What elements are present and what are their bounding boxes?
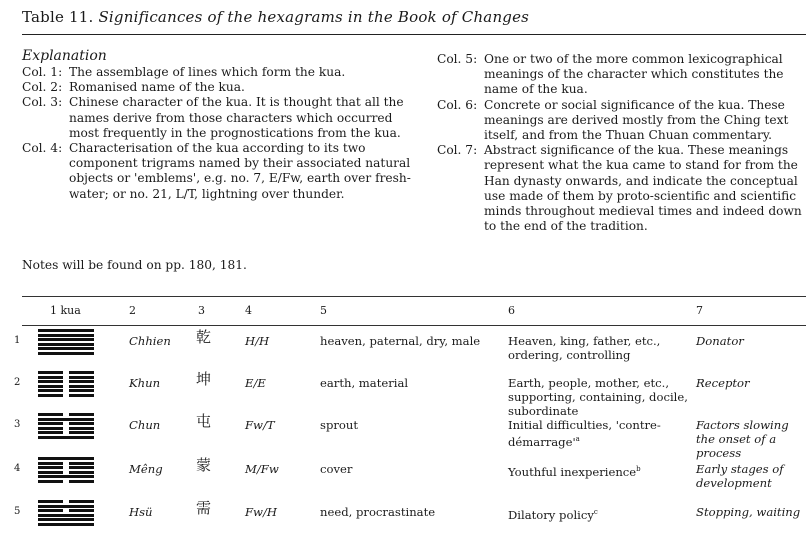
concrete-text: Heaven, king, father, etc., ordering, controlling (508, 334, 661, 362)
explanation-col-label: Col. 4: (22, 141, 63, 156)
yin-segment (69, 413, 94, 416)
yang-line (38, 518, 94, 521)
yin-segment (69, 422, 94, 425)
yin-segment (69, 389, 94, 392)
header-col-7: 7 (696, 304, 703, 317)
lexical-meaning: earth, material (320, 376, 409, 390)
chinese-character: 坤 (196, 370, 212, 388)
yin-line (38, 480, 94, 483)
hexagram-figure (38, 500, 94, 527)
lexical-meaning: need, procrastinate (320, 505, 436, 519)
yang-line (38, 505, 94, 508)
explanation-col-label: Col. 6: (437, 97, 478, 112)
yang-segment (38, 518, 94, 521)
yin-segment (38, 466, 63, 469)
yin-segment (69, 466, 94, 469)
yin-segment (38, 509, 63, 512)
yin-segment (38, 389, 63, 392)
yin-segment (38, 380, 63, 383)
yin-line (38, 413, 94, 416)
yin-line (38, 389, 94, 392)
yang-line (38, 514, 94, 517)
hexagram-figure (38, 371, 94, 398)
yang-line (38, 523, 94, 526)
yin-line (38, 431, 94, 434)
yang-line (38, 352, 94, 355)
title-rule (22, 34, 806, 35)
row-number: 5 (14, 506, 21, 517)
title-prefix: Table 11. (22, 8, 94, 26)
yin-segment (38, 422, 63, 425)
yang-segment (38, 418, 94, 421)
yin-line (38, 385, 94, 388)
trigram-emblems: Fw/T (245, 418, 275, 432)
yang-line (38, 347, 94, 350)
yin-segment (69, 427, 94, 430)
explanation-col-text: Romanised name of the kua. (69, 80, 245, 95)
yin-segment (38, 385, 63, 388)
yin-line (38, 376, 94, 379)
table-row (0, 499, 806, 545)
concrete-significance (508, 505, 688, 522)
romanised-name: Hsü (129, 505, 153, 519)
explanation-right (437, 52, 803, 234)
yang-segment (38, 505, 94, 508)
abstract-significance: Stopping, waiting (696, 505, 801, 519)
abstract-significance: Early stages of development (696, 462, 784, 490)
chinese-character: 屯 (196, 412, 212, 430)
yin-segment (38, 462, 63, 465)
romanised-name: Chun (129, 418, 161, 432)
yang-segment (38, 436, 94, 439)
explanation-entry (22, 141, 417, 202)
yang-segment (38, 329, 94, 332)
yin-line (38, 427, 94, 430)
notes-line: Notes will be found on pp. 180, 181. (22, 258, 247, 272)
yang-segment (38, 338, 94, 341)
yang-line (38, 329, 94, 332)
romanised-name: Mêng (129, 462, 163, 476)
yin-segment (69, 471, 94, 474)
table-row (0, 328, 806, 374)
explanation-entry (22, 65, 417, 80)
yang-segment (38, 523, 94, 526)
concrete-significance (508, 418, 688, 449)
yin-segment (69, 376, 94, 379)
concrete-significance (508, 334, 688, 362)
yang-segment (38, 347, 94, 350)
yin-segment (38, 480, 63, 483)
lexical-meaning: heaven, paternal, dry, male (320, 334, 481, 348)
romanised-name: Khun (129, 376, 161, 390)
row-number: 4 (14, 463, 21, 474)
explanation-col-label: Col. 1: (22, 65, 63, 79)
explanation-left (22, 48, 417, 202)
abstract-significance: Donator (696, 334, 744, 348)
lexical-meaning: cover (320, 462, 353, 476)
yin-segment (69, 509, 94, 512)
chinese-character: 需 (196, 499, 212, 517)
explanation-col-label: Col. 2: (22, 80, 63, 95)
yin-segment (38, 471, 63, 474)
yin-line (38, 371, 94, 374)
explanation-col-text: Chinese character of the kua. It is thought that all the names derive from those characters which occurred most frequently in the prognostications from the kua. (69, 95, 404, 140)
yin-line (38, 509, 94, 512)
header-col-4: 4 (245, 304, 252, 317)
concrete-text: Earth, people, mother, etc., supporting, containing, docile, subordinate (508, 376, 688, 418)
concrete-text: Youthful inexperience (508, 464, 637, 479)
explanation-col-text: The assemblage of lines which form the kua. (69, 65, 346, 79)
yin-line (38, 471, 94, 474)
explanation-col-label: Col. 3: (22, 95, 63, 110)
concrete-text: Initial difficulties, 'contre-démarrage' (508, 418, 661, 449)
yin-segment (38, 413, 63, 416)
header-col-1: 1 kua (50, 304, 81, 317)
yin-segment (38, 427, 63, 430)
concrete-significance (508, 462, 688, 479)
header-col-2: 2 (129, 304, 136, 317)
yang-segment (38, 352, 94, 355)
yin-segment (38, 371, 63, 374)
chinese-character: 蒙 (196, 456, 212, 474)
title-text: Significances of the hexagrams in the Book of Changes (98, 8, 530, 26)
yang-line (38, 436, 94, 439)
footnote-marker: b (636, 465, 641, 473)
hexagram-figure (38, 413, 94, 440)
abstract-significance: Factors slowing the onset of a process (696, 418, 789, 460)
explanation-col-label: Col. 5: (437, 52, 478, 66)
hexagram-figure (38, 329, 94, 356)
yang-line (38, 475, 94, 478)
yin-line (38, 466, 94, 469)
explanation-heading: Explanation (22, 48, 107, 64)
trigram-emblems: H/H (245, 334, 270, 348)
explanation-col-label: Col. 7: (437, 143, 478, 158)
yin-line (38, 462, 94, 465)
yin-segment (38, 376, 63, 379)
yin-segment (69, 462, 94, 465)
yang-line (38, 457, 94, 460)
row-number: 3 (14, 419, 21, 430)
yin-segment (69, 480, 94, 483)
yin-segment (69, 431, 94, 434)
yang-line (38, 338, 94, 341)
concrete-significance (508, 376, 688, 418)
explanation-entry (22, 80, 417, 95)
yin-segment (38, 431, 63, 434)
concrete-text: Dilatory policy (508, 507, 594, 522)
explanation-col-text: Concrete or social significance of the kua. These meanings are derived mostly from the Ching text itself, and from the Thuan Chuan commentary. (484, 97, 789, 143)
explanation-col-text: Characterisation of the kua according to its two component trigrams named by their associated natural objects or 'emblems', e.g. no. 7, E/Fw, earth over fresh-water; or no. 21, L/T, lightning over thunder. (69, 141, 411, 201)
header-col-6: 6 (508, 304, 515, 317)
abstract-significance: Receptor (696, 376, 750, 390)
explanation-col-text: Abstract significance of the kua. These meanings represent what the kua came to stand for from the Han dynasty onwards, and indicate the conceptual use made of them by proto-scientific and scientific minds throughout medieval times and indeed down to the end of the tradition. (484, 143, 802, 234)
footnote-marker: a (575, 435, 580, 443)
trigram-emblems: Fw/H (245, 505, 277, 519)
yin-line (38, 422, 94, 425)
yin-segment (38, 500, 63, 503)
explanation-entry (437, 143, 803, 234)
yang-segment (38, 475, 94, 478)
yin-segment (69, 385, 94, 388)
trigram-emblems: M/Fw (245, 462, 279, 476)
lexical-meaning: sprout (320, 418, 359, 432)
yang-segment (38, 334, 94, 337)
header-col-5: 5 (320, 304, 327, 317)
yin-line (38, 380, 94, 383)
explanation-entry (437, 52, 803, 98)
yin-segment (69, 371, 94, 374)
yin-segment (38, 394, 63, 397)
yin-segment (69, 394, 94, 397)
yang-segment (38, 457, 94, 460)
yang-segment (38, 343, 94, 346)
romanised-name: Chhien (129, 334, 171, 348)
page-title (22, 8, 529, 26)
row-number: 1 (14, 335, 21, 346)
table-rule-header (22, 325, 806, 326)
yang-line (38, 418, 94, 421)
row-number: 2 (14, 377, 21, 388)
table-row (0, 370, 806, 418)
header-col-3: 3 (198, 304, 205, 317)
explanation-col-text: One or two of the more common lexicographical meanings of the character which constitutes the name of the kua. (484, 52, 784, 97)
footnote-marker: c (593, 508, 598, 516)
yang-line (38, 334, 94, 337)
chinese-character: 乾 (196, 328, 212, 346)
hexagram-figure (38, 457, 94, 484)
yin-segment (69, 500, 94, 503)
yang-segment (38, 514, 94, 517)
table-row (0, 412, 806, 460)
yin-segment (69, 380, 94, 383)
explanation-entry (437, 98, 803, 144)
table-row (0, 456, 806, 502)
yin-line (38, 500, 94, 503)
yang-line (38, 343, 94, 346)
table-rule-top (22, 296, 806, 297)
yin-line (38, 394, 94, 397)
trigram-emblems: E/E (245, 376, 266, 390)
explanation-entry (22, 95, 417, 141)
